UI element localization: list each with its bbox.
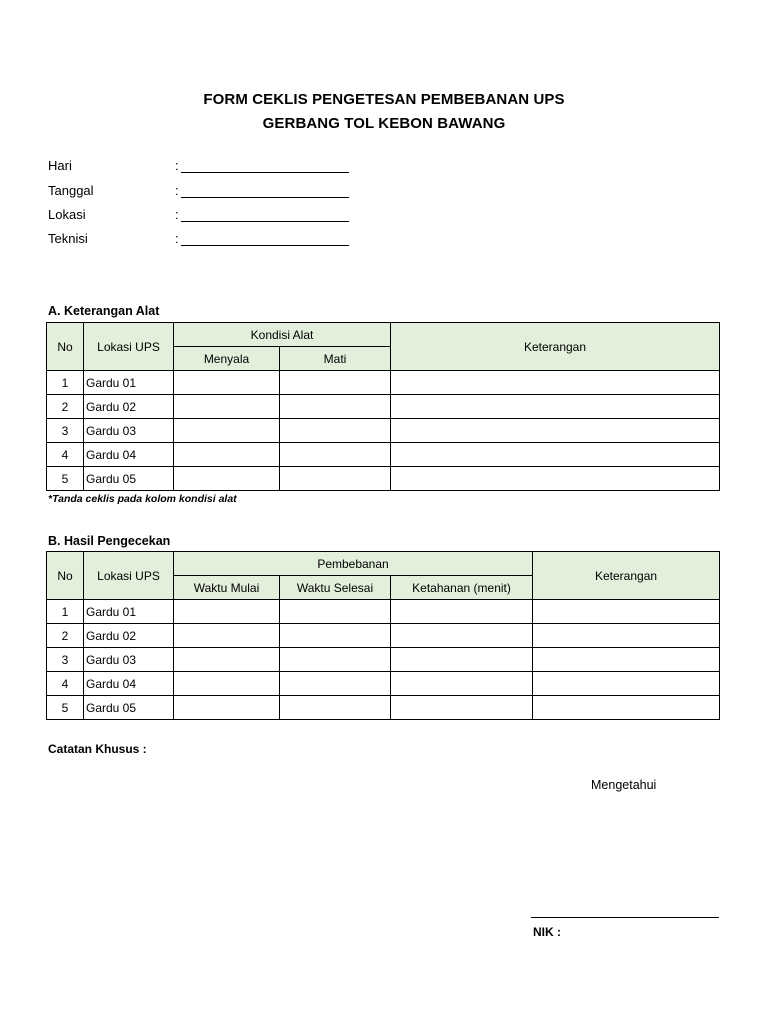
cell-no: 2 [47,395,84,419]
cell-lokasi: Gardu 05 [84,467,174,491]
cell-keterangan-input[interactable] [533,600,720,624]
cell-no: 5 [47,696,84,720]
cell-waktu-selesai-input[interactable] [280,696,391,720]
header-no: No [47,552,84,600]
cell-ketahanan-input[interactable] [391,672,533,696]
nik-label: NIK : [533,925,561,939]
cell-lokasi: Gardu 05 [84,696,174,720]
input-line [181,159,349,173]
cell-no: 3 [47,648,84,672]
form-title: FORM CEKLIS PENGETESAN PEMBEBANAN UPS [203,91,565,108]
cell-no: 4 [47,672,84,696]
cell-waktu-mulai-input[interactable] [174,648,280,672]
cell-lokasi: Gardu 04 [84,443,174,467]
cell-no: 5 [47,467,84,491]
field-label-tanggal: Tanggal [48,183,94,198]
cell-mati-checkbox[interactable] [280,395,391,419]
header-lokasi: Lokasi UPS [84,323,174,371]
header-waktu-mulai: Waktu Mulai [174,576,280,600]
table-row [47,648,720,672]
cell-menyala-checkbox[interactable] [174,443,280,467]
table-row [47,371,720,395]
cell-ketahanan-input[interactable] [391,624,533,648]
cell-lokasi: Gardu 02 [84,624,174,648]
cell-waktu-mulai-input[interactable] [174,600,280,624]
cell-waktu-mulai-input[interactable] [174,696,280,720]
table-row [47,419,720,443]
field-label-hari: Hari [48,158,72,173]
cell-mati-checkbox[interactable] [280,467,391,491]
cell-keterangan-input[interactable] [391,467,720,491]
cell-keterangan-input[interactable] [391,395,720,419]
field-label-lokasi: Lokasi [48,207,86,222]
cell-mati-checkbox[interactable] [280,443,391,467]
field-hari-input[interactable]: : [175,158,349,173]
cell-no: 2 [47,624,84,648]
header-keterangan: Keterangan [533,552,720,600]
cell-keterangan-input[interactable] [533,648,720,672]
cell-keterangan-input[interactable] [533,696,720,720]
cell-waktu-selesai-input[interactable] [280,672,391,696]
cell-ketahanan-input[interactable] [391,600,533,624]
field-teknisi-input[interactable]: : [175,231,349,246]
cell-keterangan-input[interactable] [391,371,720,395]
form-subtitle: GERBANG TOL KEBON BAWANG [262,115,506,132]
header-menyala: Menyala [174,347,280,371]
section-b-title: B. Hasil Pengecekan [48,534,171,548]
cell-keterangan-input[interactable] [533,672,720,696]
cell-menyala-checkbox[interactable] [174,371,280,395]
field-tanggal-input[interactable]: : [175,183,349,198]
table-row [47,696,720,720]
header-pembebanan: Pembebanan [174,552,533,576]
input-line [181,208,349,222]
cell-no: 1 [47,371,84,395]
cell-menyala-checkbox[interactable] [174,467,280,491]
section-a-title: A. Keterangan Alat [48,304,160,318]
table-row [47,672,720,696]
header-lokasi: Lokasi UPS [84,552,174,600]
cell-menyala-checkbox[interactable] [174,419,280,443]
cell-waktu-mulai-input[interactable] [174,624,280,648]
mengetahui-label: Mengetahui [591,778,657,792]
cell-lokasi: Gardu 03 [84,648,174,672]
cell-lokasi: Gardu 02 [84,395,174,419]
signature-line [531,917,719,918]
cell-ketahanan-input[interactable] [391,648,533,672]
table-row [47,467,720,491]
field-lokasi-input[interactable]: : [175,207,349,222]
cell-keterangan-input[interactable] [391,419,720,443]
table-row [47,624,720,648]
cell-waktu-selesai-input[interactable] [280,624,391,648]
cell-lokasi: Gardu 01 [84,371,174,395]
cell-waktu-selesai-input[interactable] [280,648,391,672]
table-hasil-pengecekan [46,551,720,720]
cell-no: 4 [47,443,84,467]
header-kondisi-alat: Kondisi Alat [174,323,391,347]
cell-menyala-checkbox[interactable] [174,395,280,419]
cell-keterangan-input[interactable] [533,624,720,648]
input-line [181,184,349,198]
field-label-teknisi: Teknisi [48,231,88,246]
header-no: No [47,323,84,371]
catatan-khusus-label: Catatan Khusus : [48,742,147,756]
header-mati: Mati [280,347,391,371]
cell-lokasi: Gardu 03 [84,419,174,443]
table-keterangan-alat [46,322,720,491]
table-row [47,600,720,624]
cell-keterangan-input[interactable] [391,443,720,467]
header-ketahanan: Ketahanan (menit) [391,576,533,600]
table-row [47,395,720,419]
cell-ketahanan-input[interactable] [391,696,533,720]
table-row [47,443,720,467]
cell-waktu-mulai-input[interactable] [174,672,280,696]
cell-lokasi: Gardu 01 [84,600,174,624]
cell-no: 1 [47,600,84,624]
cell-lokasi: Gardu 04 [84,672,174,696]
input-line [181,232,349,246]
cell-no: 3 [47,419,84,443]
cell-waktu-selesai-input[interactable] [280,600,391,624]
section-a-note: *Tanda ceklis pada kolom kondisi alat [48,493,237,505]
header-keterangan: Keterangan [391,323,720,371]
cell-mati-checkbox[interactable] [280,419,391,443]
header-waktu-selesai: Waktu Selesai [280,576,391,600]
cell-mati-checkbox[interactable] [280,371,391,395]
